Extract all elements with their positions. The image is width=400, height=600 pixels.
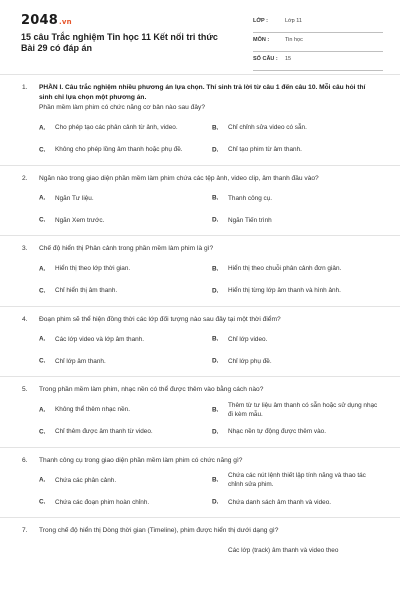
option-c[interactable]	[39, 491, 212, 513]
option-grid	[0, 399, 400, 443]
question-number: 6.	[22, 456, 28, 464]
option-b[interactable]	[212, 328, 385, 350]
option-label: D.	[212, 287, 219, 294]
question-text: Trong phần mềm làm phim, nhạc nền có thể được thêm vào bằng cách nào?	[39, 386, 264, 393]
meta-value: Lớp 11	[285, 18, 302, 24]
option-d[interactable]	[212, 421, 385, 443]
option-label: C.	[39, 216, 46, 224]
meta-row-class	[253, 14, 383, 33]
question-number: 4.	[22, 315, 28, 323]
option-text: Chỉ lớp âm thanh.	[55, 357, 106, 365]
question-heading	[0, 385, 400, 395]
option-label: B.	[212, 335, 219, 343]
option-d[interactable]	[212, 209, 385, 231]
question-heading	[0, 174, 400, 184]
question-number: 5.	[22, 386, 28, 393]
option-d[interactable]	[212, 139, 385, 161]
option-text: Chỉ tạo phim từ âm thanh.	[228, 146, 302, 153]
option-text: Ngăn Tư liệu.	[55, 194, 94, 202]
option-grid	[0, 540, 400, 562]
option-text: Chỉ lớp phụ đề.	[228, 357, 272, 365]
question-number: 2.	[22, 174, 28, 182]
option-label: A.	[39, 335, 46, 343]
option-label: B.	[212, 476, 219, 484]
question-subtext: Phần mềm làm phim có chức năng cơ bản nào sau đây?	[39, 104, 205, 111]
option-label: D.	[212, 428, 219, 435]
option-label: A.	[39, 194, 46, 202]
option-text: Chỉ chỉnh sửa video có sẵn.	[228, 124, 307, 131]
option-c[interactable]	[39, 209, 212, 231]
option-a[interactable]	[39, 399, 212, 421]
option-label: A.	[39, 265, 46, 272]
option-c[interactable]	[39, 350, 212, 372]
option-text: Chứa các đoạn phim hoàn chỉnh.	[55, 498, 150, 506]
meta-label: MÔN :	[253, 37, 270, 43]
option-text: Nhạc nền tự động được thêm vào.	[228, 428, 327, 435]
question-text: Trong chế độ hiển thị Dòng thời gian (Timeline), phim được hiển thị dưới dạng gì?	[39, 527, 279, 534]
option-text: Hiển thị từng lớp âm thanh và hình ảnh.	[228, 287, 341, 294]
option-text: Ngăn Tiến trình	[228, 216, 272, 224]
question-4	[0, 306, 400, 377]
question-text: Đoạn phim sẽ thể hiện đồng thời các lớp đối tượng nào sau đây tại một thời điểm?	[39, 315, 281, 323]
logo-text: 2048	[21, 13, 58, 28]
option-a[interactable]	[39, 469, 212, 491]
option-b[interactable]	[212, 117, 385, 139]
option-a[interactable]	[39, 540, 212, 562]
option-b[interactable]	[212, 469, 385, 491]
option-text: Thanh công cụ.	[228, 194, 273, 202]
question-5	[0, 376, 400, 447]
option-d[interactable]	[212, 350, 385, 372]
option-label: A.	[39, 476, 46, 484]
option-label: D.	[212, 498, 219, 506]
option-text: Các lớp (track) âm thanh và video theo	[228, 547, 339, 554]
option-grid	[0, 469, 400, 513]
option-a[interactable]	[39, 187, 212, 209]
question-2	[0, 165, 400, 236]
option-b[interactable]	[212, 187, 385, 209]
option-a[interactable]	[39, 328, 212, 350]
question-heading	[0, 456, 400, 466]
option-label: B.	[212, 194, 219, 202]
question-text: Ngăn nào trong giao diện phần mềm làm phim chứa các tệp ảnh, video clip, âm thanh đầu vào?	[39, 174, 319, 182]
question-number: 1.	[22, 84, 28, 91]
option-text: Chỉ hiển thị âm thanh.	[55, 287, 118, 294]
option-grid	[0, 187, 400, 231]
logo-suffix: .vn	[58, 18, 72, 26]
option-text: Không thể thêm nhạc nền.	[55, 406, 130, 413]
option-label: D.	[212, 357, 219, 365]
option-label: C.	[39, 287, 46, 294]
option-label: D.	[212, 216, 219, 224]
option-d[interactable]	[212, 280, 385, 302]
question-heading	[0, 315, 400, 325]
option-a[interactable]	[39, 258, 212, 280]
option-label: D.	[212, 146, 219, 153]
option-text: Các lớp video và lớp âm thanh.	[55, 335, 145, 343]
option-text: Thêm từ tư liệu âm thanh có sẵn hoặc sử dụng nhạc đi kèm mẫu.	[228, 401, 378, 418]
option-grid	[0, 328, 400, 372]
option-text: Chỉ lớp video.	[228, 335, 268, 343]
option-b[interactable]	[212, 399, 385, 421]
meta-value: 15	[285, 56, 292, 62]
option-c[interactable]	[39, 421, 212, 443]
question-number: 7.	[22, 527, 28, 534]
option-d[interactable]	[212, 491, 385, 513]
option-label: A.	[39, 124, 46, 131]
meta-value: Tin học	[285, 37, 303, 43]
question-number: 3.	[22, 245, 28, 252]
option-label: B.	[212, 406, 219, 413]
option-text: Ngăn Xem trước.	[55, 216, 105, 224]
option-c[interactable]	[39, 139, 212, 161]
question-7	[0, 517, 400, 566]
meta-label: SỐ CÂU :	[253, 56, 278, 62]
option-text: Chứa các phân cảnh.	[55, 476, 117, 484]
question-text: PHẦN I. Câu trắc nghiệm nhiều phương án lựa chọn. Thí sinh trả lời từ câu 1 đến câu 10. Mỗi câu hỏi thí sinh chỉ lựa chọn một phương án.	[39, 84, 366, 101]
option-label: C.	[39, 357, 46, 365]
question-text: Chế độ hiển thị Phân cảnh trong phần mềm làm phim là gì?	[39, 245, 214, 252]
option-a[interactable]	[39, 117, 212, 139]
document-title: 15 câu Trắc nghiệm Tin học 11 Kết nối tri thức Bài 29 có đáp án	[21, 32, 218, 53]
option-label: C.	[39, 146, 46, 153]
option-label: C.	[39, 428, 46, 435]
meta-row-subject	[253, 33, 383, 52]
option-label: B.	[212, 124, 219, 131]
option-text: Chứa các nút lệnh thiết lập tính năng và thao tác chỉnh sửa phim.	[228, 472, 366, 488]
site-logo[interactable]	[21, 13, 72, 28]
option-b[interactable]	[212, 540, 385, 562]
option-grid	[0, 258, 400, 302]
header	[0, 0, 400, 72]
meta-label: LỚP :	[253, 18, 268, 24]
question-text: Thanh công cụ trong giao diện phần mềm làm phim có chức năng gì?	[39, 456, 243, 464]
option-text: Cho phép tạo các phân cảnh từ ảnh, video.	[55, 124, 178, 131]
meta-row-count	[253, 52, 383, 71]
option-label: A.	[39, 406, 46, 413]
option-text: Không cho phép lồng âm thanh hoặc phụ đề.	[55, 146, 183, 153]
question-heading	[0, 244, 400, 254]
option-b[interactable]	[212, 258, 385, 280]
meta-info	[253, 14, 383, 71]
option-text: Hiển thị theo lớp thời gian.	[55, 265, 131, 272]
option-text: Chỉ thêm được âm thanh từ video.	[55, 428, 153, 435]
option-c[interactable]	[39, 280, 212, 302]
question-1	[0, 74, 400, 165]
option-text: Chứa danh sách âm thanh và video.	[228, 498, 332, 506]
option-grid	[0, 117, 400, 161]
option-text: Hiển thị theo chuỗi phân cảnh đơn giản.	[228, 265, 342, 272]
question-6	[0, 447, 400, 518]
option-label: B.	[212, 265, 219, 272]
question-3	[0, 235, 400, 306]
question-heading	[0, 83, 400, 102]
question-heading	[0, 526, 400, 536]
option-label: C.	[39, 498, 46, 506]
question-list	[0, 74, 400, 566]
